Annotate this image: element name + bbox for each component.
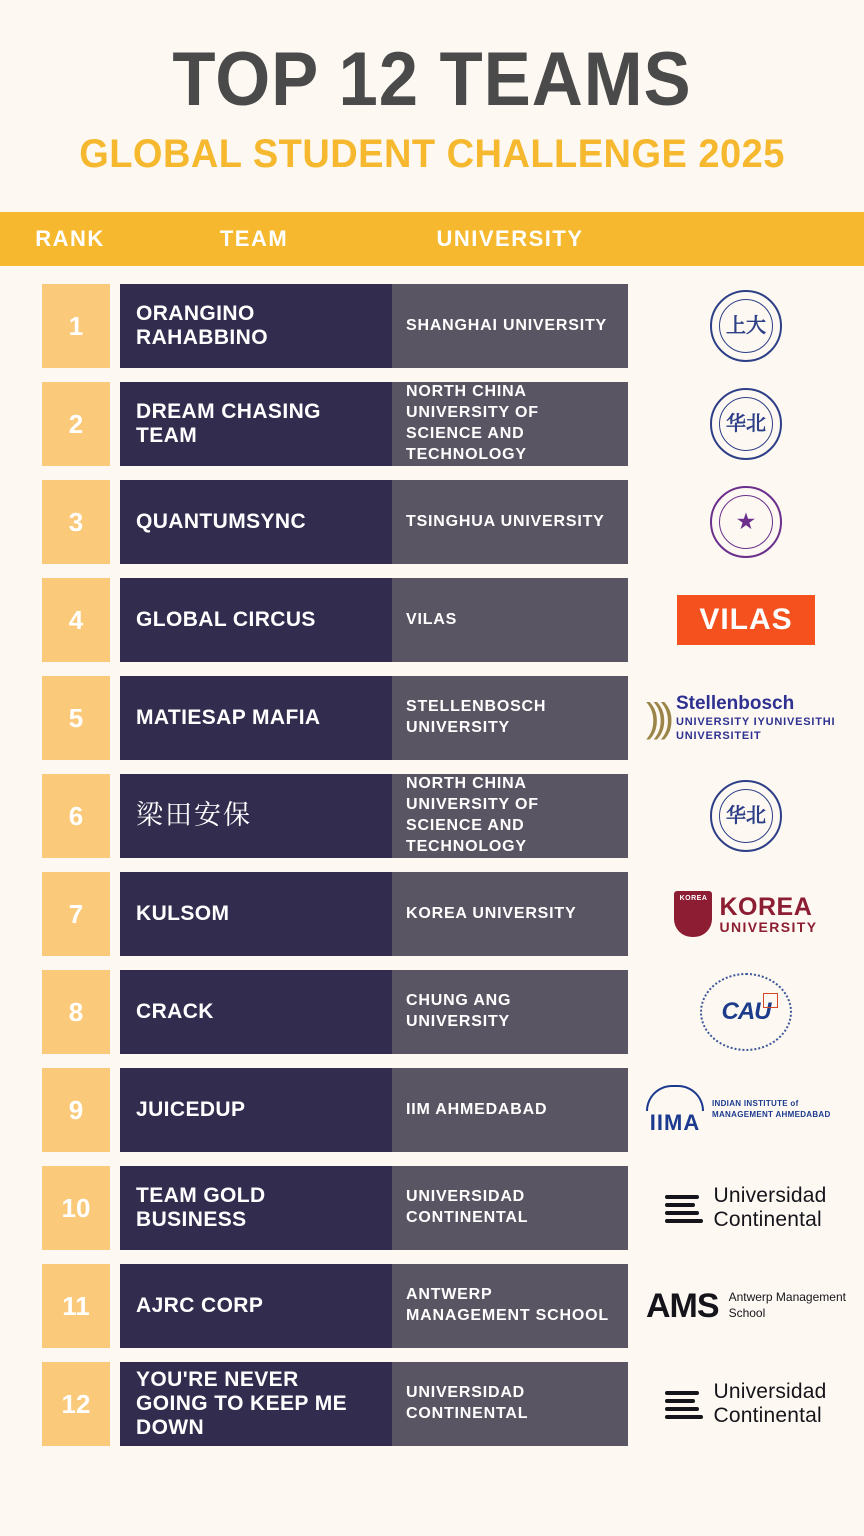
university-cell: ANTWERP MANAGEMENT SCHOOL — [392, 1264, 628, 1348]
team-cell: KULSOM — [120, 872, 392, 956]
team-cell: TEAM GOLD BUSINESS — [120, 1166, 392, 1250]
rank-cell: 6 — [42, 774, 110, 858]
team-cell: ORANGINO RAHABBINO — [120, 284, 392, 368]
ams-mark-text: AMS — [646, 1286, 719, 1325]
rank-cell: 1 — [42, 284, 110, 368]
university-cell: CHUNG ANG UNIVERSITY — [392, 970, 628, 1054]
chung-ang-university-logo-icon — [646, 971, 846, 1053]
continental-logo-sub: Continental — [713, 1404, 822, 1427]
university-cell: KOREA UNIVERSITY — [392, 872, 628, 956]
table-row — [0, 1166, 864, 1250]
table-row — [0, 774, 864, 858]
shanghai-university-seal-icon: 上大 — [646, 285, 846, 367]
rank-cell: 2 — [42, 382, 110, 466]
logo-cell — [628, 284, 864, 368]
header — [0, 0, 864, 174]
north-china-university-seal-icon: 华北 — [646, 383, 846, 465]
table-row — [0, 1264, 864, 1348]
continental-logo-text: Universidad — [713, 1184, 827, 1208]
university-cell: VILAS — [392, 578, 628, 662]
rank-cell: 7 — [42, 872, 110, 956]
rank-cell: 3 — [42, 480, 110, 564]
team-cell: YOU'RE NEVER GOING TO KEEP ME DOWN — [120, 1362, 392, 1446]
stellenbosch-mark-icon: ))) — [646, 696, 668, 740]
university-cell: SHANGHAI UNIVERSITY — [392, 284, 628, 368]
cau-logo-text: CAU — [721, 998, 771, 1025]
iima-logo-sub: INDIAN INSTITUTE of MANAGEMENT AHMEDABAD — [712, 1099, 831, 1119]
stellenbosch-logo-text: Stellenbosch — [675, 693, 795, 715]
korea-logo-text: KOREA — [719, 892, 813, 921]
north-china-university-seal-icon: 华北 — [646, 775, 846, 857]
table-row — [0, 676, 864, 760]
university-cell: UNIVERSIDAD CONTINENTAL — [392, 1362, 628, 1446]
rank-cell: 4 — [42, 578, 110, 662]
column-header-university: UNIVERSITY — [436, 226, 584, 251]
rank-cell: 9 — [42, 1068, 110, 1152]
leaderboard-rows — [0, 284, 864, 1446]
table-row — [0, 578, 864, 662]
column-header-team: TEAM — [219, 226, 289, 251]
logo-cell — [628, 676, 864, 760]
table-row — [0, 1362, 864, 1446]
cau-square-icon — [763, 993, 778, 1008]
continental-logo-text: Universidad — [713, 1380, 827, 1404]
logo-cell — [628, 1166, 864, 1250]
table-row — [0, 970, 864, 1054]
logo-cell — [628, 382, 864, 466]
table-row — [0, 872, 864, 956]
table-row — [0, 382, 864, 466]
iim-ahmedabad-logo-icon — [646, 1069, 846, 1151]
page-title: TOP 12 TEAMS — [172, 37, 692, 122]
logo-cell — [628, 872, 864, 956]
iima-logo-text: IIMA — [649, 1110, 701, 1136]
korea-university-logo-icon — [646, 873, 846, 955]
column-header-rank: RANK — [35, 226, 105, 251]
logo-cell — [628, 1264, 864, 1348]
logo-cell — [628, 774, 864, 858]
team-cell: 梁田安保 — [120, 774, 392, 858]
rank-cell: 5 — [42, 676, 110, 760]
logo-cell — [628, 1068, 864, 1152]
university-cell: UNIVERSIDAD CONTINENTAL — [392, 1166, 628, 1250]
tsinghua-university-seal-icon: ★ — [646, 481, 846, 563]
logo-cell — [628, 970, 864, 1054]
rank-cell: 10 — [42, 1166, 110, 1250]
table-row — [0, 480, 864, 564]
team-cell: GLOBAL CIRCUS — [120, 578, 392, 662]
vilas-logo-text: VILAS — [677, 595, 814, 645]
table-row — [0, 284, 864, 368]
team-cell: DREAM CHASING TEAM — [120, 382, 392, 466]
logo-cell — [628, 1362, 864, 1446]
page-subtitle: GLOBAL STUDENT CHALLENGE 2025 — [79, 132, 785, 176]
korea-shield-icon: KOREA — [674, 891, 712, 937]
team-cell: AJRC CORP — [120, 1264, 392, 1348]
korea-logo-sub: UNIVERSITY — [719, 918, 818, 935]
stellenbosch-university-logo-icon — [646, 677, 846, 759]
rank-cell: 12 — [42, 1362, 110, 1446]
university-cell: IIM AHMEDABAD — [392, 1068, 628, 1152]
team-cell: QUANTUMSYNC — [120, 480, 392, 564]
vilas-logo-icon — [646, 579, 846, 661]
column-header-row — [0, 212, 864, 266]
antwerp-management-school-logo-icon — [646, 1265, 846, 1347]
universidad-continental-logo-icon — [646, 1167, 846, 1249]
university-cell: STELLENBOSCH UNIVERSITY — [392, 676, 628, 760]
university-cell: NORTH CHINA UNIVERSITY OF SCIENCE AND TECHNOLOGY — [392, 774, 628, 858]
continental-logo-sub: Continental — [713, 1208, 822, 1231]
team-cell: JUICEDUP — [120, 1068, 392, 1152]
rank-cell: 11 — [42, 1264, 110, 1348]
continental-mark-icon — [665, 1387, 703, 1421]
ams-logo-sub: Antwerp Management School — [728, 1290, 846, 1320]
university-cell: TSINGHUA UNIVERSITY — [392, 480, 628, 564]
logo-cell — [628, 578, 864, 662]
table-row — [0, 1068, 864, 1152]
stellenbosch-logo-lines: UNIVERSITY IYUNIVESITHI UNIVERSITEIT — [675, 716, 836, 742]
universidad-continental-logo-icon — [646, 1363, 846, 1445]
team-cell: MATIESAP MAFIA — [120, 676, 392, 760]
iima-arch-icon — [646, 1085, 704, 1111]
rank-cell: 8 — [42, 970, 110, 1054]
team-cell: CRACK — [120, 970, 392, 1054]
continental-mark-icon — [665, 1191, 703, 1225]
university-cell: NORTH CHINA UNIVERSITY OF SCIENCE AND TECHNOLOGY — [392, 382, 628, 466]
cau-ring-icon — [700, 973, 792, 1051]
logo-cell — [628, 480, 864, 564]
